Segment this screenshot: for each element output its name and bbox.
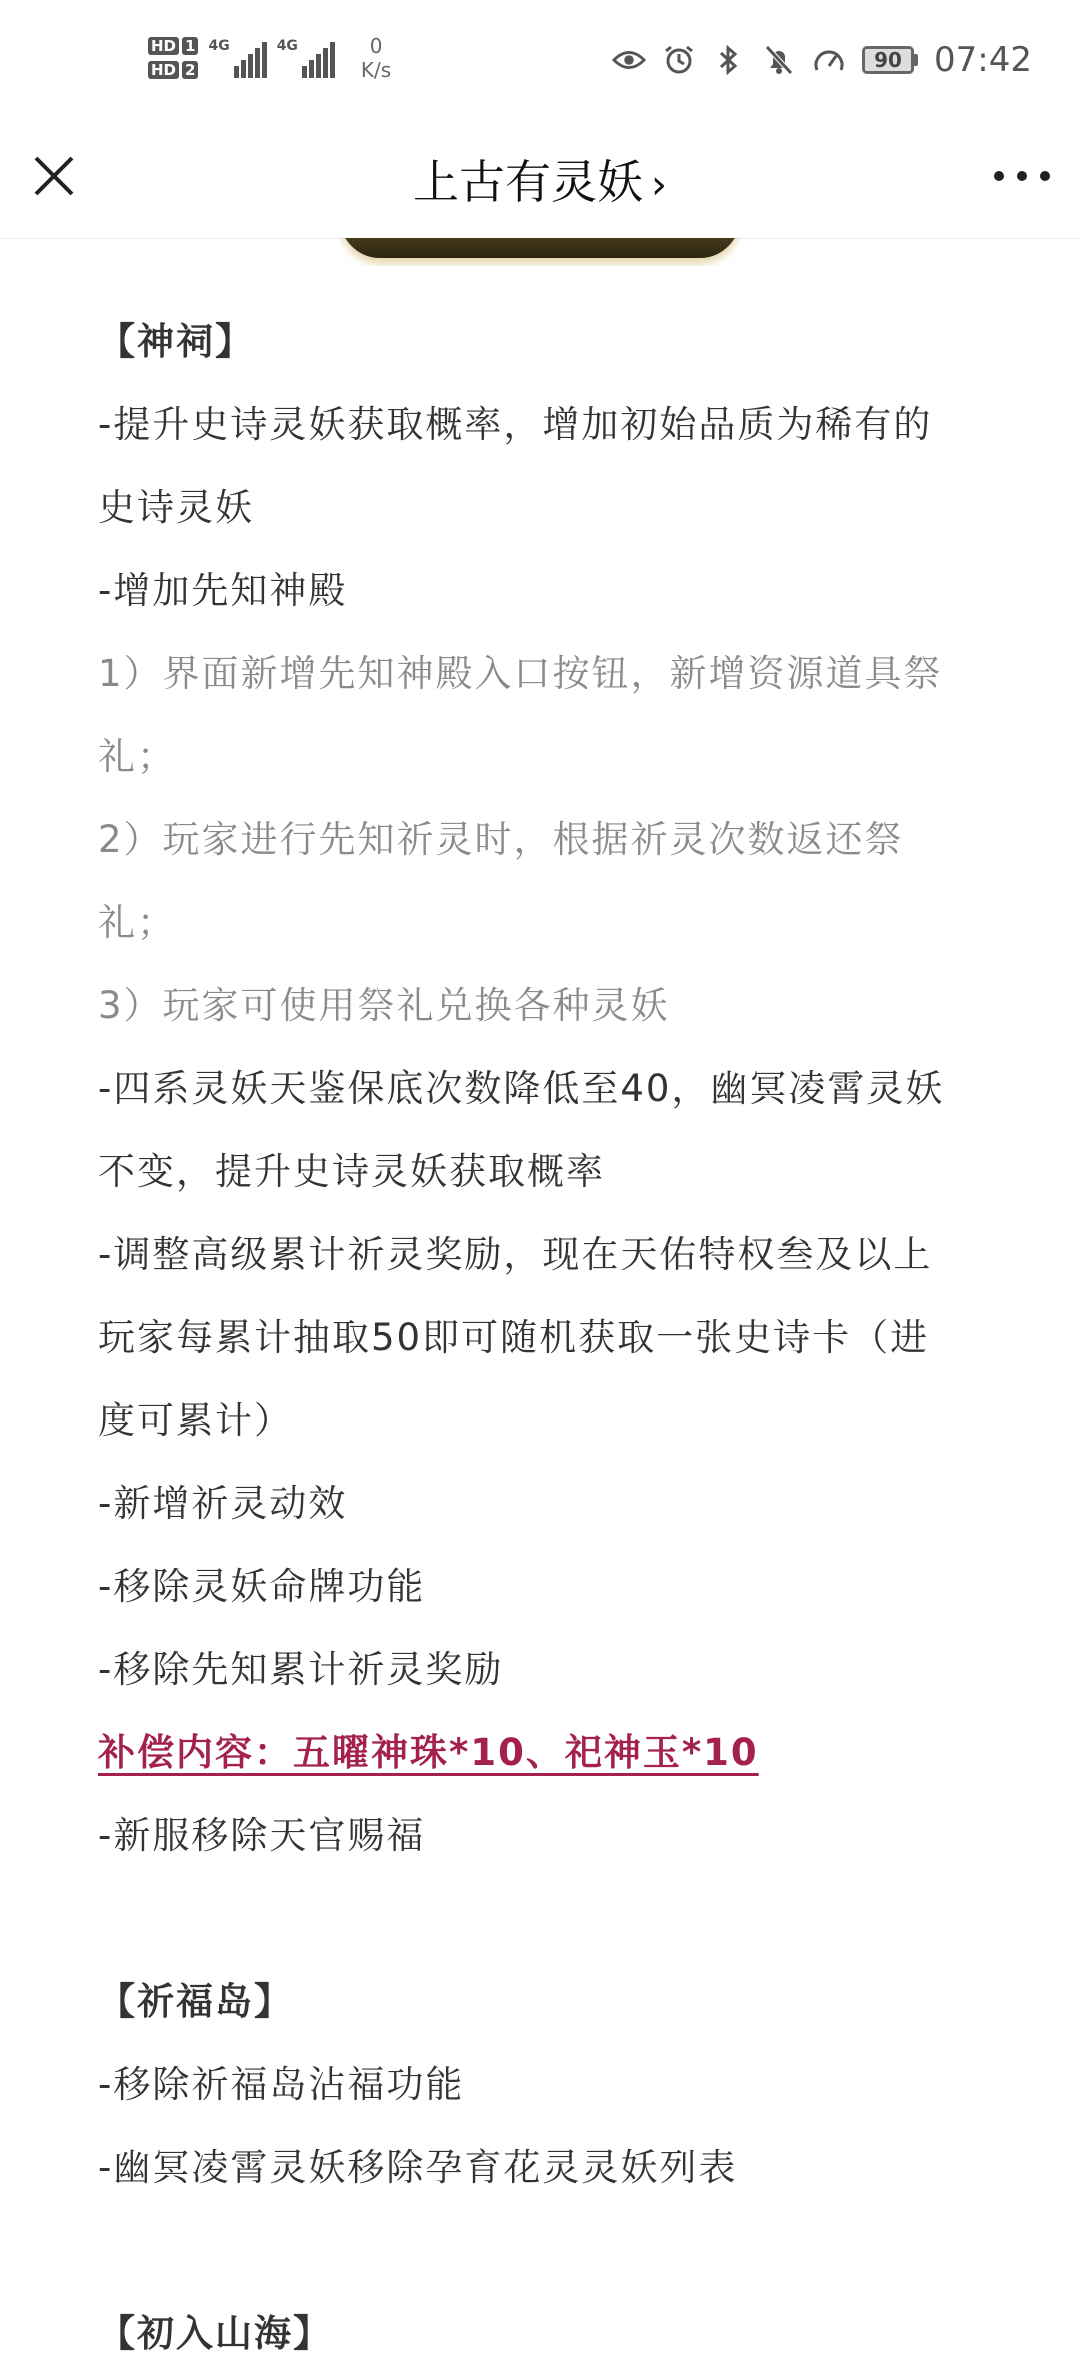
more-icon[interactable] — [994, 156, 1050, 196]
paragraph-line: -新增祈灵动效 — [98, 1482, 348, 1525]
status-right — [612, 40, 1032, 80]
speedometer-icon — [812, 43, 846, 77]
paragraph-line: -移除先知累计祈灵奖励 — [98, 1648, 504, 1691]
paragraph-line: -幽冥凌霄灵妖移除孕育花灵灵妖列表 — [98, 2146, 738, 2189]
paragraph-line: -提升史诗灵妖获取概率，增加初始品质为稀有的 — [98, 403, 933, 446]
paragraph-line: 玩家每累计抽取50即可随机获取一张史诗卡（进 — [98, 1316, 930, 1359]
section-heading: 【祈福岛】 — [98, 1980, 293, 2023]
paragraph-line: -移除祈福岛沾福功能 — [98, 2063, 465, 2106]
page-title-text[interactable]: 上古有灵妖 — [413, 155, 643, 209]
paragraph-line: 礼； — [98, 901, 176, 944]
paragraph-line: 1）界面新增先知神殿入口按钮，新增资源道具祭 — [98, 652, 943, 695]
alarm-icon — [662, 43, 696, 77]
compensation-link[interactable] — [98, 1711, 998, 1794]
compensation-text[interactable]: 补偿内容：五曜神珠*10、祀神玉*10 — [98, 1731, 759, 1774]
sim-indicators — [148, 37, 198, 79]
paragraph-line: 度可累计） — [98, 1399, 293, 1442]
paragraph-line: 史诗灵妖 — [98, 486, 254, 529]
article-body — [98, 300, 998, 2375]
speed-unit: K/s — [360, 58, 392, 82]
banner-image — [340, 238, 740, 266]
paragraph-line: 3）玩家可使用祭礼兑换各种灵妖 — [98, 984, 670, 1027]
page-title[interactable] — [0, 146, 1080, 212]
hd1-num: 1 — [182, 37, 198, 55]
hd2-num: 2 — [182, 61, 198, 79]
spacer — [98, 2209, 998, 2292]
chevron-right-icon: › — [651, 162, 667, 208]
section-heading: 【神祠】 — [98, 320, 254, 363]
hd1-badge: HD — [148, 37, 179, 55]
hd2-badge: HD — [148, 61, 179, 79]
battery-level: 90 — [862, 46, 914, 74]
bluetooth-icon — [712, 43, 746, 77]
battery-indicator — [862, 46, 918, 74]
bell-off-icon — [762, 43, 796, 77]
paragraph-line: 礼； — [98, 735, 176, 778]
eye-icon — [612, 43, 646, 77]
signal-icon-1 — [208, 38, 266, 78]
paragraph-line: -四系灵妖天鉴保底次数降低至40，幽冥凌霄灵妖 — [98, 1067, 945, 1110]
status-bar — [0, 0, 1080, 130]
clock: 07:42 — [934, 40, 1032, 80]
paragraph-line: -增加先知神殿 — [98, 569, 348, 612]
network-type-2: 4G — [276, 38, 298, 54]
nav-bar — [0, 130, 1080, 239]
network-type-1: 4G — [208, 38, 230, 54]
paragraph-line: 不变，提升史诗灵妖获取概率 — [98, 1150, 605, 1193]
paragraph-line: -调整高级累计祈灵奖励，现在天佑特权叁及以上 — [98, 1233, 933, 1276]
section-heading: 【初入山海】 — [98, 2312, 332, 2355]
paragraph-line: 2）玩家进行先知祈灵时，根据祈灵次数返还祭 — [98, 818, 904, 861]
speed-value: 0 — [369, 34, 383, 58]
network-speed — [361, 34, 391, 82]
signal-icon-2 — [277, 38, 335, 78]
paragraph-line: -新服移除天官赐福 — [98, 1814, 426, 1857]
status-left — [148, 34, 391, 82]
spacer — [98, 1877, 998, 1960]
paragraph-line: -移除灵妖命牌功能 — [98, 1565, 426, 1608]
